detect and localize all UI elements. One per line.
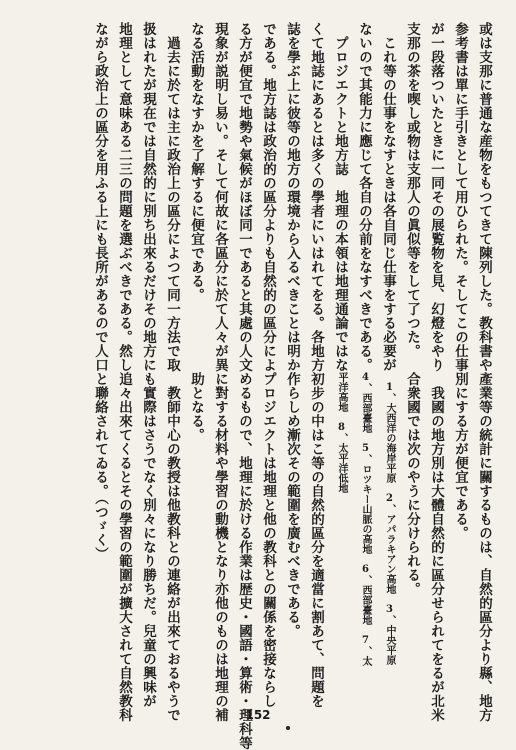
text-column: 誌を學ぶ上に彼等の地方の環境から入るべきことは明か <box>284 22 300 372</box>
text-column: る方が便宜で地勢や氣候がほぼ同一であると其處の人文 <box>236 22 252 372</box>
text-column: に對する材料や學習の動機となり亦他のものは地理の補 <box>212 372 228 722</box>
page-number: 152 <box>245 708 271 722</box>
text-column: 或は支那に普通な産物をもつてきて陳列した。教科書や <box>476 22 492 372</box>
text-column: ないので其能力に應じて各自の分前をなすべきである。 <box>356 22 372 372</box>
text-column: 追々出來てくるとその學習の範圍が擴大されて自然教科 <box>116 372 132 722</box>
text-column: プロジエクトは地理と他の教科との關係を密接ならし <box>260 372 276 708</box>
text-column: くて地誌にあるとは多くの學者にいはれてをる。各地方 <box>308 22 324 372</box>
text-column: 支那の茶を喫し或物は支那人の眞似等をして了つた。 <box>404 22 420 358</box>
text-column: 作らしめ漸次その範圍を廣むべきである。 <box>284 372 300 638</box>
text-column: 助となる。 <box>188 372 204 442</box>
text-column: 合衆國では次のやうに分けられる。 <box>404 372 420 596</box>
text-column: 過去に於ては主に政治上の區分によつて同一方法で取 <box>164 22 180 372</box>
text-column: と聯絡されてゐる。（つゞく） <box>92 372 108 562</box>
list-column: 平洋高地 8、太平洋低地 <box>336 372 347 493</box>
list-column: 4、西部臺地 5、ロツキー山脈の高地 6、西部臺地 7、太 <box>360 372 371 666</box>
text-column: ながら政治上の區分を用ふる上にも長所があるので人口 <box>92 22 108 372</box>
list-column: 1、大西洋の海岸平原 2、アパラキアン高地 3、中央平原 <box>384 372 395 665</box>
text-column: めるもので、地理に於ける作業は歴史・國語・算術・理科等 <box>236 372 252 750</box>
text-column: プロジエクトと地方誌 地理の本領は地理通論ではな <box>332 22 348 372</box>
text-column: も實際はさうでなく別々になり勝ちだ。兒童の興味が <box>140 372 156 708</box>
text-column: 扱はれたが現在では自然的に別ち出來るだけその地方に <box>140 22 156 372</box>
text-column: 我國の地方別は大體自然的に區分せられてをるが北米 <box>428 372 444 722</box>
text-column: 別にする方が便宜である。 <box>452 372 468 540</box>
text-column: なる活動をなすかを了解するに便宜である。 <box>188 22 204 302</box>
text-column: である。地方誌は政治的の區分よりも自然的の區分によ <box>260 22 276 372</box>
text-column: が一段落ついたときに一同その展覧物を見、幻燈をやり <box>428 22 444 372</box>
text-column: 参考書は單に手引きとして用ひられた。そしてこの仕事 <box>452 22 468 372</box>
text-column: 地理として意味ある二三の問題を選ぶべきである。然し <box>116 22 132 372</box>
text-column: 初步の中はこ等の自然的區分を適當に割あて、問題を <box>308 372 324 708</box>
text-column: 產業等の統計に關するものは、自然的區分より縣、地方 <box>476 372 492 722</box>
text-column: 現象が説明し易い。そして何故に各區分に於て人々が異 <box>212 22 228 372</box>
text-block-top <box>30 22 492 372</box>
text-column: これ等の仕事をなすときは各自同じ仕事をする必要が <box>380 22 396 372</box>
text-column: 教師中心の教授は他教科との連絡が出來ておるやうで <box>164 372 180 722</box>
page-dot-mark <box>286 726 290 730</box>
